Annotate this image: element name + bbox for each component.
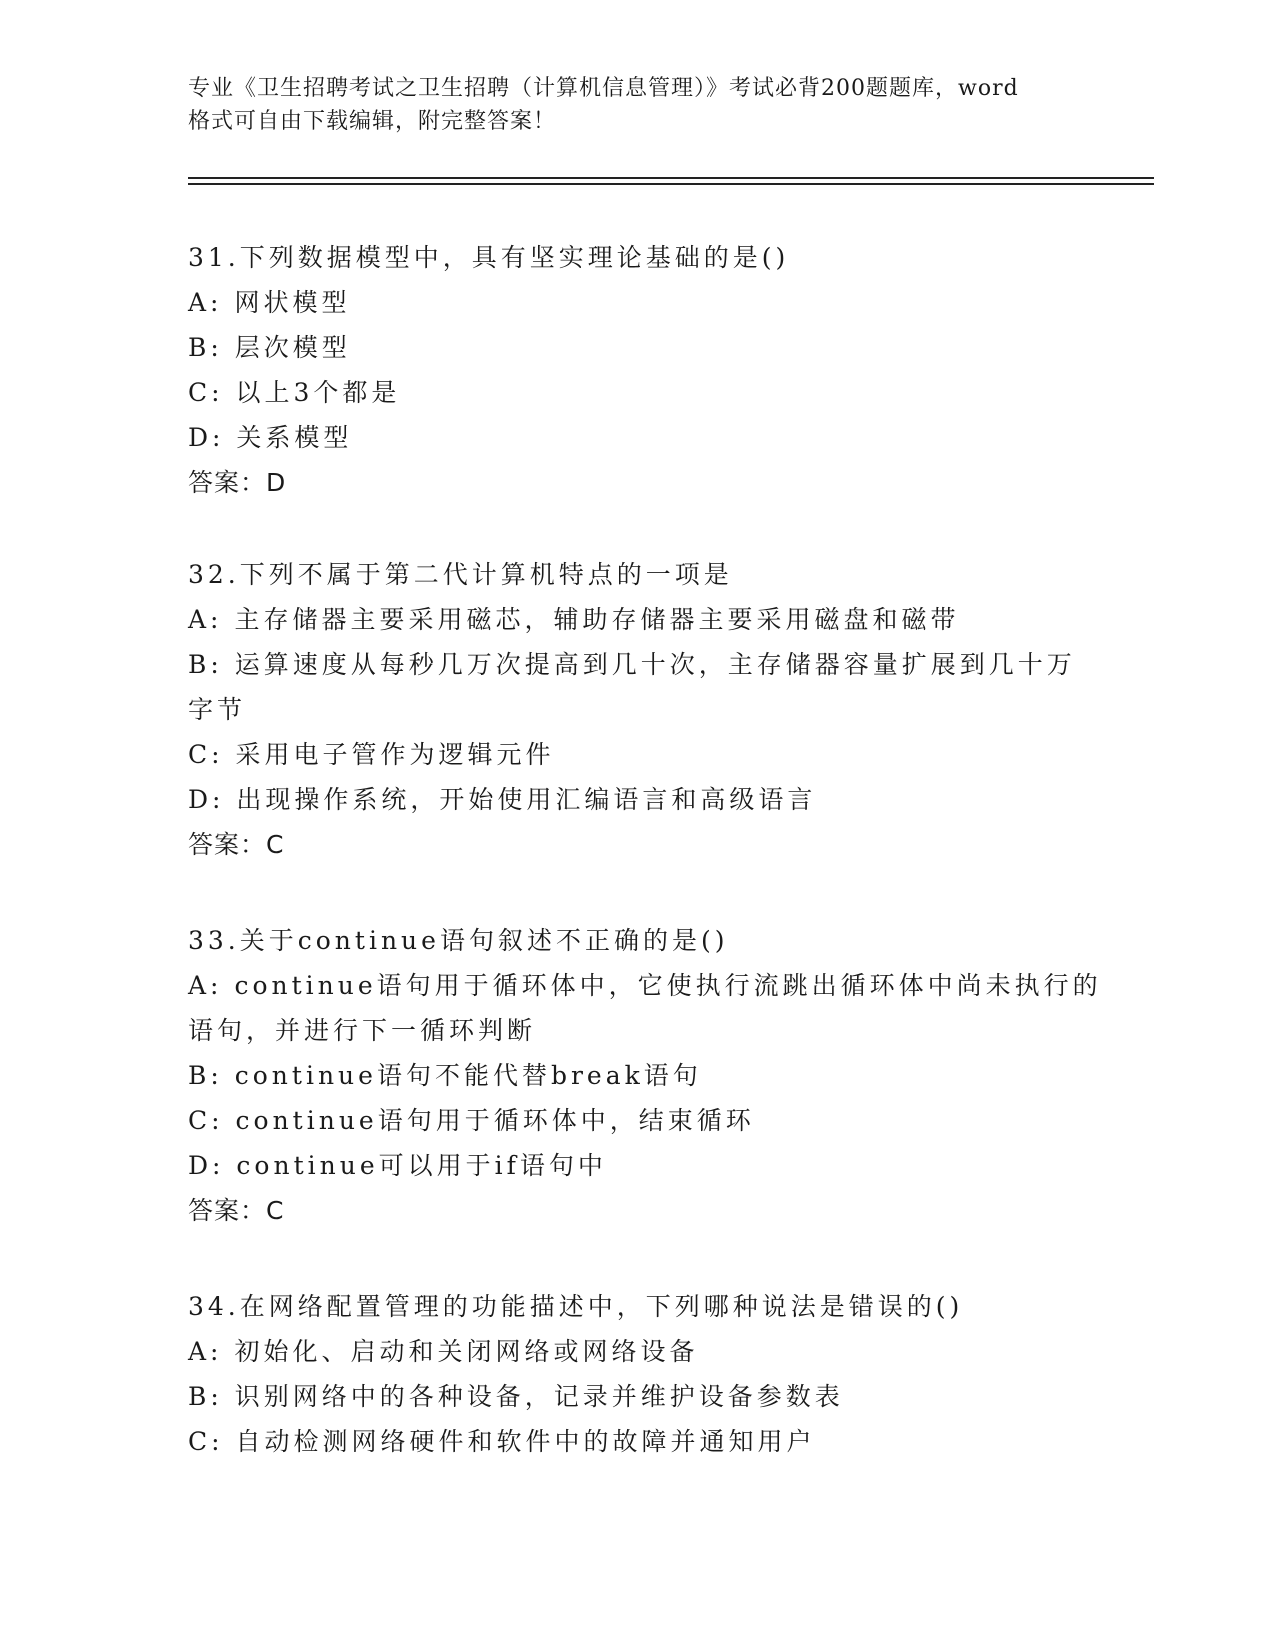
option-label: A: xyxy=(188,605,223,634)
question-stem: 34.在网络配置管理的功能描述中，下列哪种说法是错误的() xyxy=(188,1292,964,1321)
option-c xyxy=(188,732,1088,777)
header-line-2: 格式可自由下载编辑，附完整答案！ xyxy=(188,109,557,134)
option-c xyxy=(188,370,1088,415)
question-stem: 33.关于continue语句叙述不正确的是() xyxy=(188,926,729,955)
option-text: continue语句用于循环体中，它使执行流跳出循环体中尚未执行的 xyxy=(234,971,1102,1000)
option-text: 网状模型 xyxy=(234,288,351,317)
option-text: 采用电子管作为逻辑元件 xyxy=(235,740,555,769)
header-divider-bottom xyxy=(188,183,1154,185)
option-b xyxy=(188,1053,1088,1098)
option-label: C: xyxy=(188,1106,224,1135)
option-label: B: xyxy=(188,650,223,679)
option-text: continue语句不能代替break语句 xyxy=(234,1061,702,1090)
option-text: 主存储器主要采用磁芯，辅助存储器主要采用磁盘和磁带 xyxy=(234,605,960,634)
option-label: B: xyxy=(188,1382,223,1411)
option-text: 关系模型 xyxy=(236,423,353,452)
option-c xyxy=(188,1098,1088,1143)
option-b xyxy=(188,325,1088,370)
option-b xyxy=(188,1374,1088,1419)
question-stem: 32.下列不属于第二代计算机特点的一项是 xyxy=(188,560,733,589)
option-a-continuation: 语句，并进行下一循环判断 xyxy=(188,1016,537,1045)
question-32 xyxy=(188,552,1088,867)
header-line-1: 专业《卫生招聘考试之卫生招聘（计算机信息管理）》考试必背200题题库，word xyxy=(188,76,1019,101)
option-text: continue可以用于if语句中 xyxy=(236,1151,607,1180)
question-33 xyxy=(188,918,1102,1233)
question-34 xyxy=(188,1284,1088,1464)
option-label: A: xyxy=(188,971,223,1000)
question-stem: 31.下列数据模型中，具有坚实理论基础的是() xyxy=(188,243,790,272)
option-text: continue语句用于循环体中，结束循环 xyxy=(235,1106,755,1135)
option-label: B: xyxy=(188,1061,223,1090)
option-c xyxy=(188,1419,1088,1464)
option-d xyxy=(188,415,1088,460)
answer-line: 答案：C xyxy=(188,1196,285,1225)
option-a xyxy=(188,1329,1088,1374)
option-a xyxy=(188,963,1102,1008)
option-text: 出现操作系统，开始使用汇编语言和高级语言 xyxy=(236,785,817,814)
option-b xyxy=(188,642,1088,687)
option-a xyxy=(188,597,1088,642)
answer-line: 答案：C xyxy=(188,830,285,859)
option-label: B: xyxy=(188,333,223,362)
option-label: D: xyxy=(188,785,225,814)
document-header xyxy=(188,72,1088,138)
option-label: A: xyxy=(188,1337,223,1366)
option-text: 初始化、启动和关闭网络或网络设备 xyxy=(234,1337,699,1366)
option-b-continuation: 字节 xyxy=(188,695,247,724)
option-text: 层次模型 xyxy=(234,333,351,362)
option-text: 运算速度从每秒几万次提高到几十次，主存储器容量扩展到几十万 xyxy=(234,650,1076,679)
option-label: C: xyxy=(188,740,224,769)
option-label: C: xyxy=(188,378,224,407)
option-text: 以上3个都是 xyxy=(235,378,401,407)
option-label: D: xyxy=(188,423,225,452)
option-d xyxy=(188,1143,1088,1188)
option-label: D: xyxy=(188,1151,225,1180)
option-label: C: xyxy=(188,1427,224,1456)
option-a xyxy=(188,280,1088,325)
option-label: A: xyxy=(188,288,223,317)
option-d xyxy=(188,777,1088,822)
answer-line: 答案：D xyxy=(188,468,287,497)
option-text: 识别网络中的各种设备，记录并维护设备参数表 xyxy=(234,1382,844,1411)
option-text: 自动检测网络硬件和软件中的故障并通知用户 xyxy=(235,1427,816,1456)
header-divider-top xyxy=(188,177,1154,179)
question-31 xyxy=(188,235,1088,505)
